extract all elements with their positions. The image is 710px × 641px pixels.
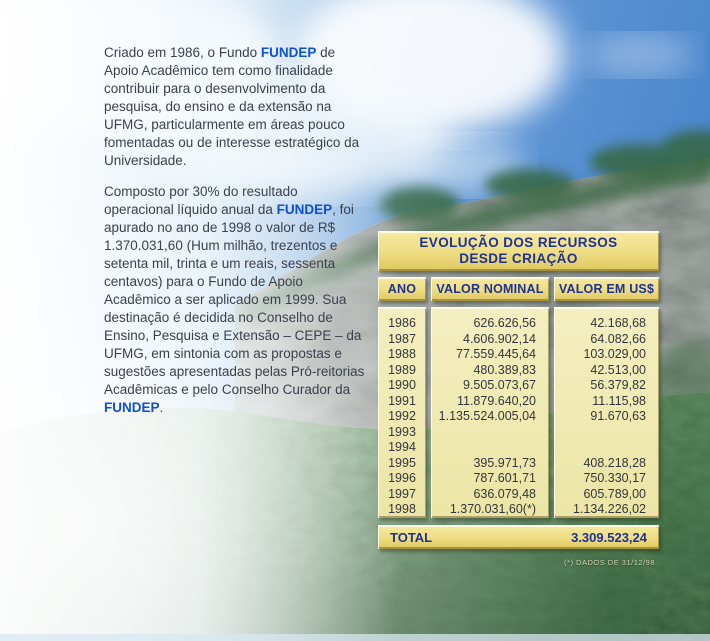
table-cell-usd: 56.379,82 (590, 378, 646, 392)
table-cell-nominal: 626.626,56 (473, 316, 536, 330)
table-body (378, 307, 659, 518)
p2-text-3: . (159, 400, 164, 415)
table-cell-usd: 103.029,00 (583, 347, 646, 361)
table-cell-usd (554, 440, 659, 456)
column-header-valor-nominal: VALOR NOMINAL (431, 277, 549, 301)
table-cell-nominal: 4.606.902,14 (463, 331, 536, 346)
table-cell-nominal (431, 440, 549, 456)
p1-text: Criado em 1986, o Fundo (104, 45, 261, 60)
p2-text-2: , foi apurado no ano de 1998 o valor de R$ 1.370.031,60 (Hum milhão, trezentos e setenta mil, trinta e um reais, sessenta centavos) para o Fundo de Apoio Acadêmico a ser aplicado em 1999. Sua destinação é decidida no Conselho de Ensino, Pesquisa e Extensão – CEPE – da UFMG, em sintonia com as propostas e sugestões apresentadas pelas Pró-reitorias Acadêmicas e pelo Conselho Curador da (104, 202, 365, 397)
fundep-brand-text: FUNDEP (104, 400, 160, 415)
fundep-brand-text: FUNDEP (276, 202, 333, 217)
total-value: 3.309.523,24 (571, 529, 647, 545)
table-cell-ano: 1998 (388, 502, 416, 516)
p2-text-1: Composto por 30% do resultado operacional líquido anual da (104, 184, 298, 217)
table-cell-ano: 1988 (388, 347, 416, 361)
table-footnote: (*) DADOS DE 31/12/98 (564, 558, 655, 567)
intro-paragraph-2 (104, 183, 368, 417)
intro-text-block (104, 44, 368, 430)
scan-edge (0, 634, 710, 641)
table-cell-usd: 750.330,17 (583, 471, 646, 485)
table-cell-ano: 1990 (388, 378, 416, 392)
fundep-brand-text: FUNDEP (260, 45, 317, 60)
table-cell-ano: 1996 (388, 471, 416, 485)
table-cell-usd: 42.513,00 (590, 362, 646, 377)
table-header-row (378, 277, 659, 301)
table-cell-nominal: 395.971,73 (473, 455, 536, 470)
table-cell-usd: 91.670,63 (590, 409, 646, 423)
table-title-line1: EVOLUÇÃO DOS RECURSOS (419, 235, 618, 250)
table-cell-nominal: 1.370.031,60(*) (449, 502, 536, 516)
table-cell-ano: 1987 (388, 331, 416, 346)
table-cell-usd (554, 425, 659, 441)
table-cell-nominal (431, 425, 549, 441)
total-label: TOTAL (390, 529, 433, 545)
table-cell-ano: 1986 (388, 316, 416, 330)
table-cell-ano: 1997 (388, 486, 416, 501)
column-header-valor-usd: VALOR EM US$ (554, 277, 659, 301)
table-cell-nominal: 11.879.640,20 (456, 393, 536, 408)
table-cell-ano: 1993 (388, 424, 416, 439)
table-cell-ano: 1991 (388, 393, 416, 408)
resources-table (378, 231, 659, 567)
table-cell-nominal: 77.559.445,64 (456, 347, 536, 361)
table-cell-nominal: 636.079,48 (473, 486, 536, 501)
table-cell-ano: 1992 (388, 409, 416, 423)
p1-text-after: de Apoio Acadêmico tem como finalidade contribuir para o desenvolvimento da pesquisa, do ensino e da extensão na UFMG, particularmente em áreas pouco fomentadas ou de interesse estratégico da Universidade. (104, 45, 360, 168)
table-cell-nominal: 480.389,83 (473, 362, 536, 377)
table-cell-nominal: 9.505.073,67 (463, 378, 536, 392)
table-cell-ano: 1989 (388, 362, 416, 377)
table-title-line2: DESDE CRIAÇÃO (459, 251, 578, 266)
table-cell-ano: 1995 (388, 455, 416, 470)
valor-nominal-column (431, 307, 549, 518)
table-cell-usd: 42.168,68 (590, 316, 646, 330)
valor-usd-column (554, 307, 659, 518)
table-cell-usd: 11.115,98 (592, 393, 646, 408)
table-cell-usd: 605.789,00 (583, 486, 646, 501)
table-cell-usd: 64.082,66 (590, 331, 646, 346)
column-header-ano: ANO (378, 277, 426, 301)
table-cell-usd: 408.218,28 (583, 455, 646, 470)
table-cell-ano: 1994 (388, 440, 416, 454)
ano-column (378, 307, 426, 518)
table-cell-nominal: 1.135.524.005,04 (438, 409, 536, 423)
table-cell-nominal: 787.601,71 (473, 471, 536, 485)
intro-paragraph-1 (104, 44, 368, 170)
table-title (378, 231, 659, 271)
table-cell-usd: 1.134.226,02 (573, 502, 646, 516)
total-row (378, 525, 659, 549)
